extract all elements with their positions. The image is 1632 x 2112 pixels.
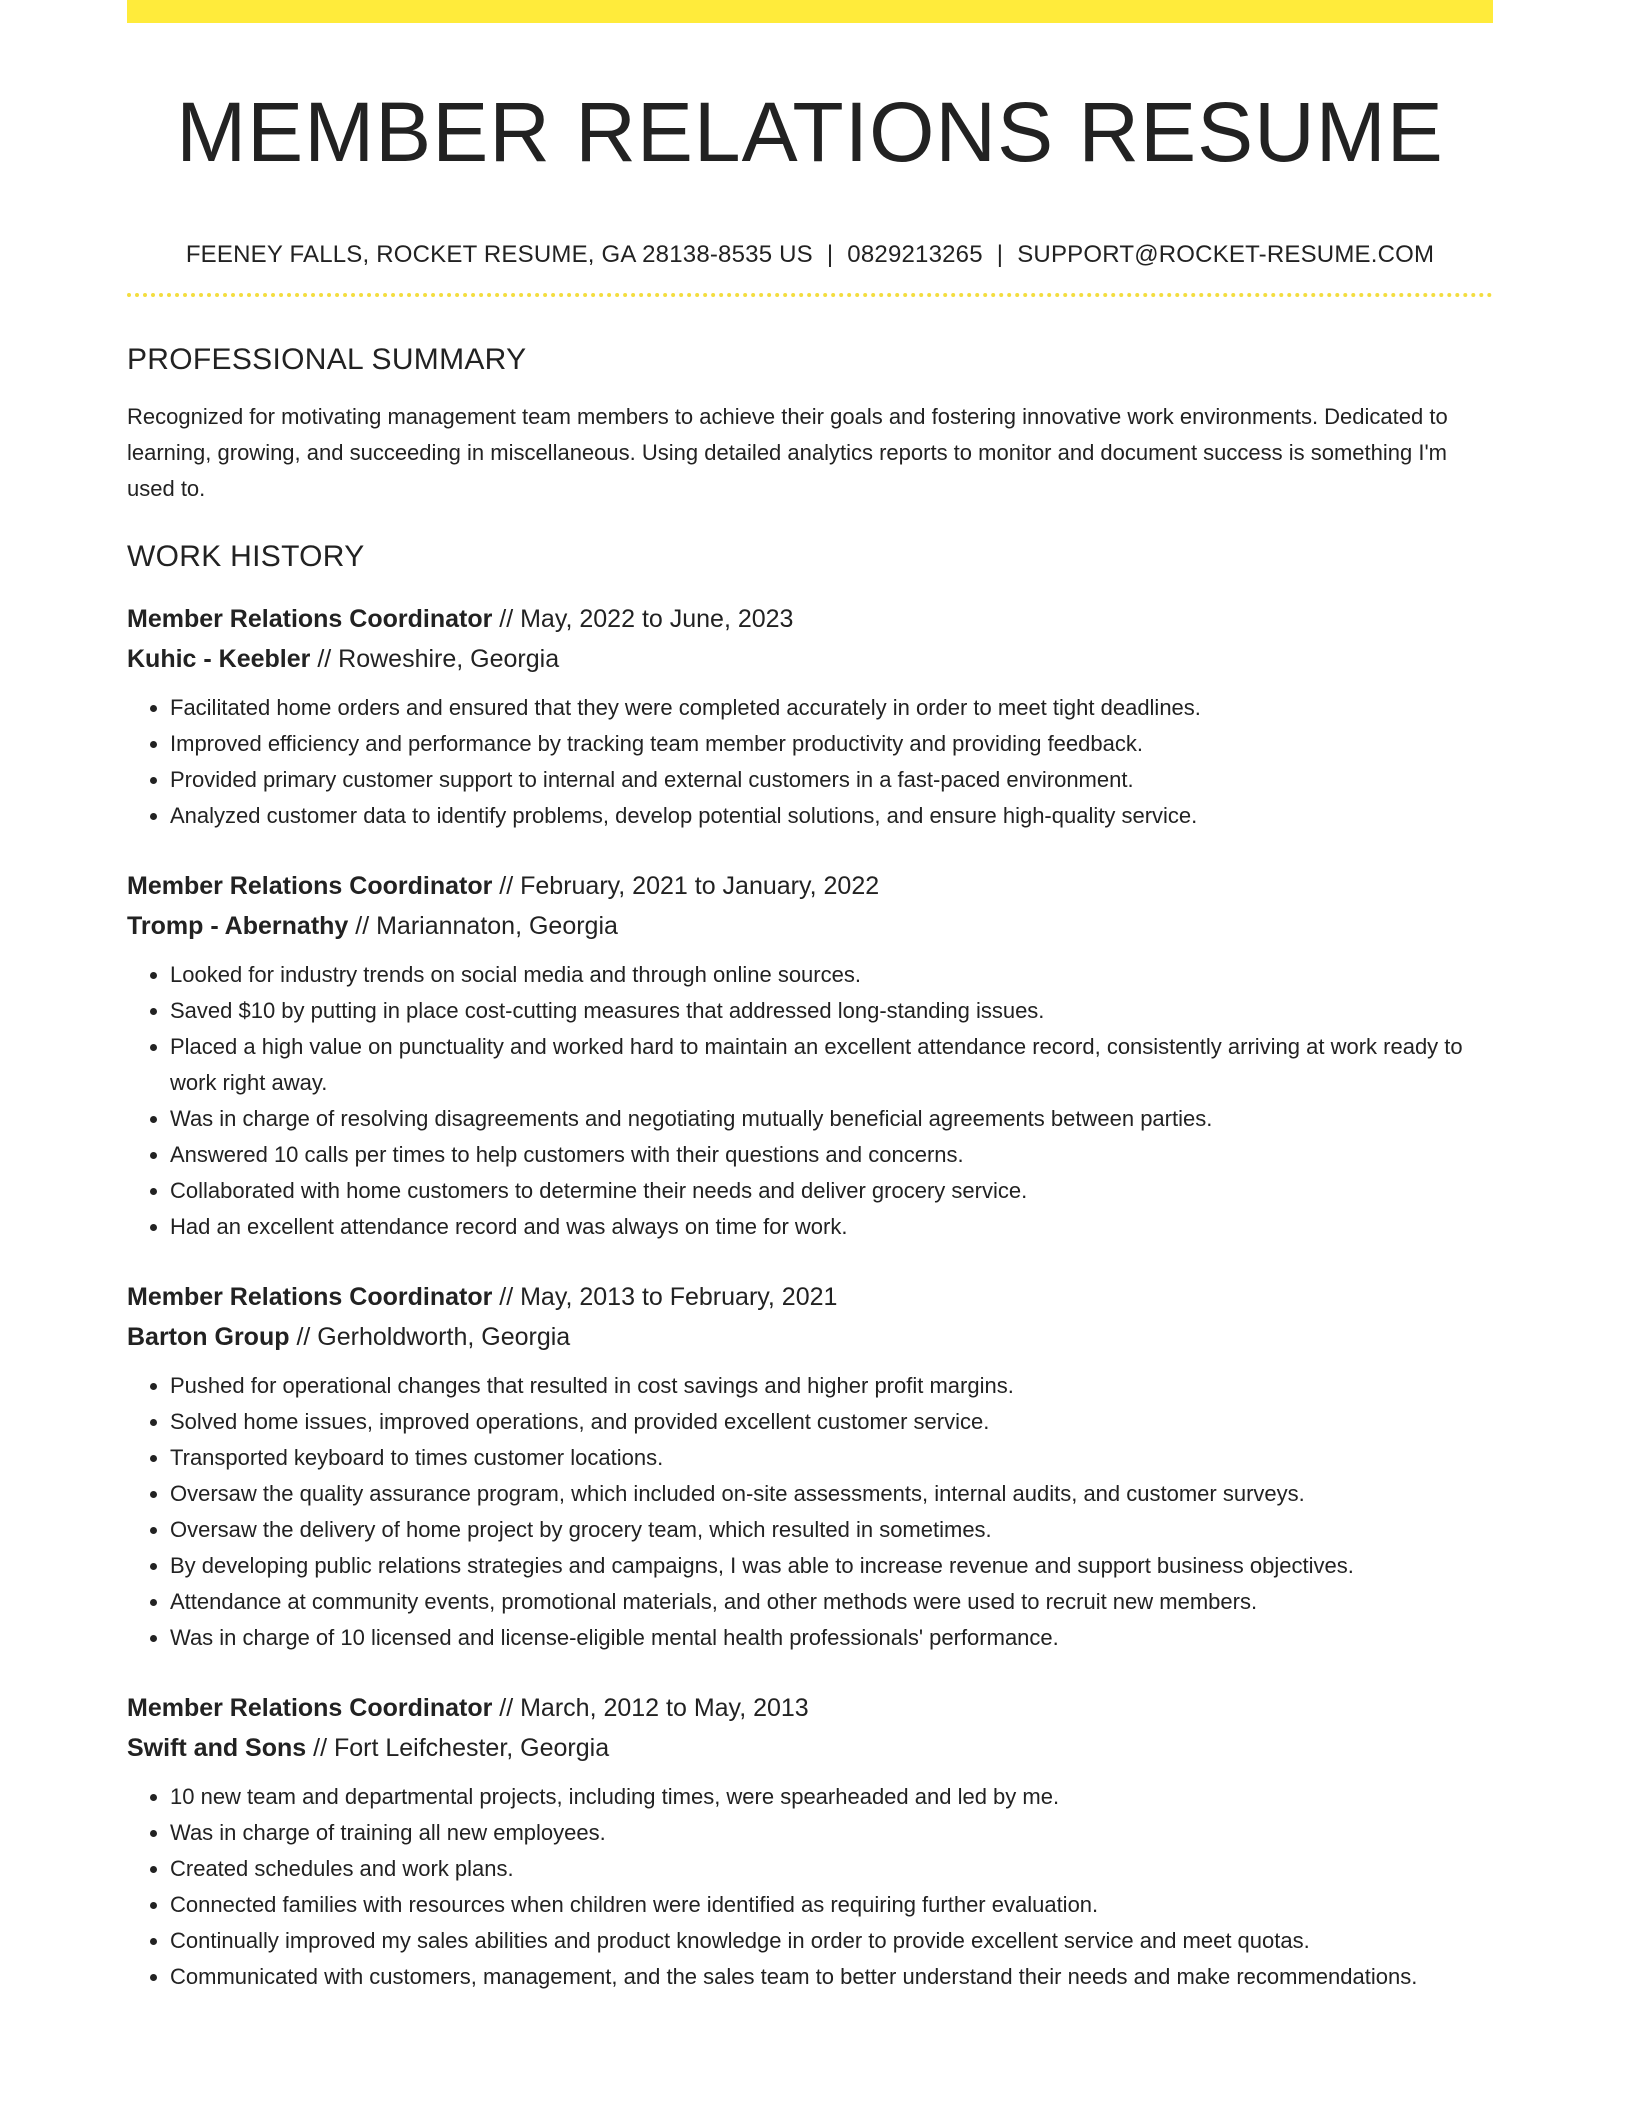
bullet-item: • 10 new team and departmental projects, including times, were spearheaded and led by me. bbox=[170, 1779, 1493, 1815]
contact-separator: | bbox=[996, 241, 1004, 268]
job-dates: // May, 2022 to June, 2023 bbox=[492, 605, 794, 633]
job-location: // Mariannaton, Georgia bbox=[348, 912, 618, 940]
bullet-item: • Was in charge of 10 licensed and license-eligible mental health professionals' performance. bbox=[170, 1620, 1493, 1656]
bullet-item: • Communicated with customers, management, and the sales team to better understand their needs and make recommendations. bbox=[170, 1959, 1493, 1995]
job-location: // Fort Leifchester, Georgia bbox=[306, 1734, 610, 1762]
job-entry bbox=[127, 599, 1493, 834]
bullet-item: • Solved home issues, improved operations, and provided excellent customer service. bbox=[170, 1404, 1493, 1440]
job-location: // Gerholdworth, Georgia bbox=[289, 1323, 571, 1351]
job-title: Member Relations Coordinator bbox=[127, 605, 493, 633]
bullet-item: • Facilitated home orders and ensured that they were completed accurately in order to meet tight deadlines. bbox=[170, 690, 1493, 726]
bullet-item: • Transported keyboard to times customer locations. bbox=[170, 1440, 1493, 1476]
contact-address: FEENEY FALLS, ROCKET RESUME, GA 28138-8535 US bbox=[185, 241, 813, 268]
contact-separator: | bbox=[826, 241, 834, 268]
job-title: Member Relations Coordinator bbox=[127, 1283, 493, 1311]
work-history-heading: WORK HISTORY bbox=[127, 540, 365, 573]
job-company: Swift and Sons bbox=[127, 1734, 307, 1762]
contact-phone: 0829213265 bbox=[847, 241, 983, 268]
job-company: Tromp - Abernathy bbox=[127, 912, 349, 940]
bullet-item: • Looked for industry trends on social media and through online sources. bbox=[170, 957, 1493, 993]
accent-bar bbox=[127, 0, 1493, 23]
bullet-item: • Had an excellent attendance record and was always on time for work. bbox=[170, 1209, 1493, 1245]
dotted-divider bbox=[127, 293, 1493, 297]
bullet-item: • Attendance at community events, promotional materials, and other methods were used to recruit new members. bbox=[170, 1584, 1493, 1620]
bullet-item: • Provided primary customer support to internal and external customers in a fast-paced environment. bbox=[170, 762, 1493, 798]
job-location: // Roweshire, Georgia bbox=[310, 645, 560, 673]
bullet-item: • Connected families with resources when children were identified as requiring further evaluation. bbox=[170, 1887, 1493, 1923]
job-bullets bbox=[127, 1368, 1493, 1656]
job-title-line bbox=[127, 1277, 1493, 1317]
bullet-item: • Oversaw the delivery of home project by grocery team, which resulted in sometimes. bbox=[170, 1512, 1493, 1548]
job-company-line bbox=[127, 906, 1493, 946]
summary-text: Recognized for motivating management team members to achieve their goals and fostering innovative work environments. Dedicated to learning, growing, and succeeding in miscellaneous. Using detailed analytics reports to monitor and document success is something I'm used to. bbox=[127, 404, 1448, 501]
summary-heading: PROFESSIONAL SUMMARY bbox=[127, 343, 527, 376]
contact-email: SUPPORT@ROCKET-RESUME.COM bbox=[1017, 241, 1435, 268]
job-bullets bbox=[127, 1779, 1493, 1995]
bullet-item: • Oversaw the quality assurance program, which included on-site assessments, internal audits, and customer surveys. bbox=[170, 1476, 1493, 1512]
job-company-line bbox=[127, 639, 1493, 679]
job-entry bbox=[127, 866, 1493, 1245]
bullet-item: • Continually improved my sales abilities and product knowledge in order to provide excellent service and meet quotas. bbox=[170, 1923, 1493, 1959]
bullet-item: • Collaborated with home customers to determine their needs and deliver grocery service. bbox=[170, 1173, 1493, 1209]
job-title-line bbox=[127, 1688, 1493, 1728]
bullet-item: • By developing public relations strategies and campaigns, I was able to increase revenue and support business objectives. bbox=[170, 1548, 1493, 1584]
bullet-item: • Was in charge of resolving disagreements and negotiating mutually beneficial agreements between parties. bbox=[170, 1101, 1493, 1137]
job-company-line bbox=[127, 1317, 1493, 1357]
job-entry bbox=[127, 1277, 1493, 1656]
job-bullets bbox=[127, 957, 1493, 1245]
job-bullets bbox=[127, 690, 1493, 834]
bullet-item: • Pushed for operational changes that resulted in cost savings and higher profit margins. bbox=[170, 1368, 1493, 1404]
job-entry bbox=[127, 1688, 1493, 1995]
resume-title: MEMBER RELATIONS RESUME bbox=[176, 85, 1444, 179]
job-title: Member Relations Coordinator bbox=[127, 872, 493, 900]
contact-line bbox=[127, 240, 1493, 270]
job-dates: // February, 2021 to January, 2022 bbox=[492, 872, 880, 900]
bullet-item: • Was in charge of training all new employees. bbox=[170, 1815, 1493, 1851]
job-dates: // May, 2013 to February, 2021 bbox=[492, 1283, 838, 1311]
job-company-line bbox=[127, 1728, 1493, 1768]
bullet-item: • Analyzed customer data to identify problems, develop potential solutions, and ensure high-quality service. bbox=[170, 798, 1493, 834]
bullet-item: • Improved efficiency and performance by tracking team member productivity and providing feedback. bbox=[170, 726, 1493, 762]
job-title-line bbox=[127, 866, 1493, 906]
bullet-item: • Answered 10 calls per times to help customers with their questions and concerns. bbox=[170, 1137, 1493, 1173]
job-title: Member Relations Coordinator bbox=[127, 1694, 493, 1722]
job-title-line bbox=[127, 599, 1493, 639]
bullet-item: • Created schedules and work plans. bbox=[170, 1851, 1493, 1887]
bullet-item: • Placed a high value on punctuality and worked hard to maintain an excellent attendance record, consistently arriving at work ready to work right away. bbox=[170, 1029, 1493, 1101]
resume-content bbox=[127, 23, 1493, 1995]
bullet-item: • Saved $10 by putting in place cost-cutting measures that addressed long-standing issues. bbox=[170, 993, 1493, 1029]
job-company: Kuhic - Keebler bbox=[127, 645, 311, 673]
job-company: Barton Group bbox=[127, 1323, 290, 1351]
job-dates: // March, 2012 to May, 2013 bbox=[492, 1694, 809, 1722]
